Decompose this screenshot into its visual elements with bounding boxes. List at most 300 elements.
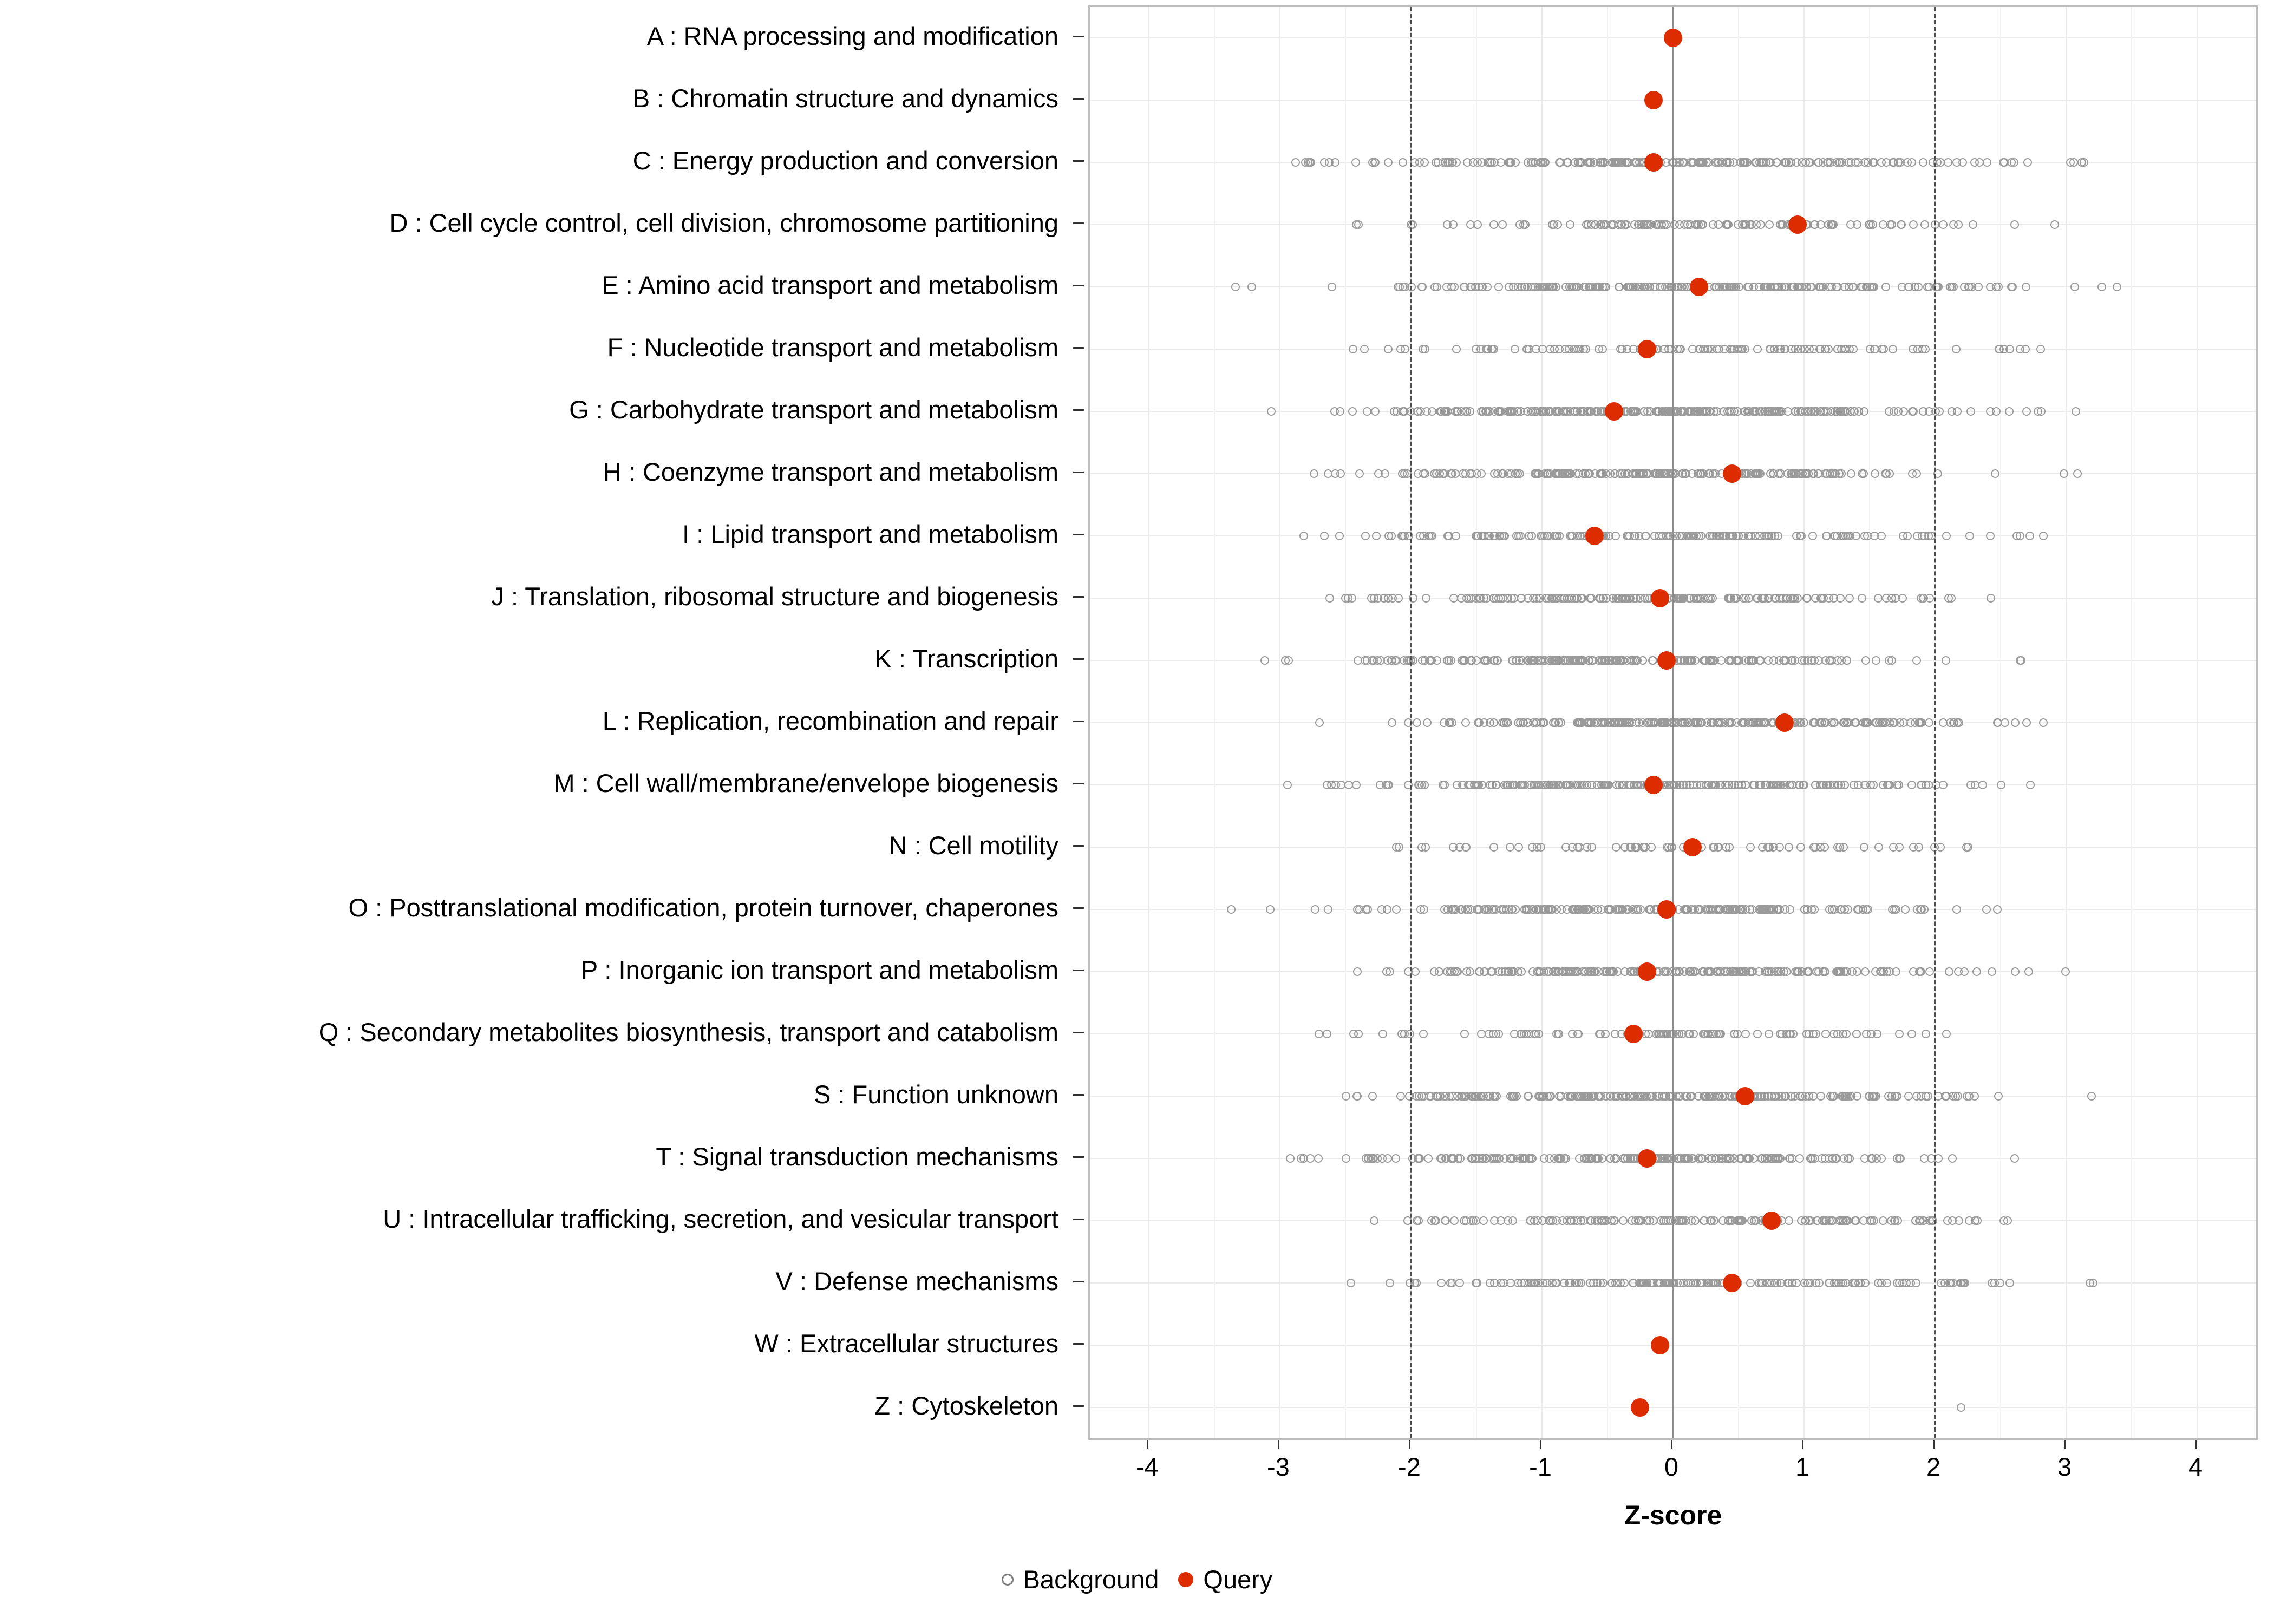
category-label: B : Chromatin structure and dynamics — [632, 84, 1058, 113]
background-point — [1805, 345, 1814, 353]
background-point — [1887, 656, 1896, 665]
background-point — [2011, 718, 2020, 727]
background-point — [1353, 967, 1362, 976]
background-point — [1965, 532, 1974, 540]
background-point — [1693, 220, 1701, 229]
zero-line — [1672, 7, 1674, 1438]
background-point — [1816, 843, 1825, 852]
x-tick-mark — [2064, 1440, 2066, 1449]
y-tick-mark — [1073, 98, 1084, 100]
category-label: S : Function unknown — [814, 1079, 1058, 1109]
background-point — [1994, 1092, 2003, 1101]
background-point — [1489, 1154, 1498, 1163]
background-point — [2070, 283, 2079, 291]
y-tick-mark — [1073, 907, 1084, 909]
background-point — [1419, 1030, 1428, 1038]
query-point — [1690, 278, 1708, 296]
background-point — [1818, 1216, 1827, 1225]
background-point — [1467, 469, 1476, 478]
background-point — [1889, 345, 1897, 353]
background-point — [1925, 967, 1934, 976]
background-point — [1711, 1279, 1720, 1287]
background-point — [1489, 843, 1498, 852]
background-point — [1384, 345, 1393, 353]
background-point — [1832, 967, 1841, 976]
background-point — [1328, 283, 1336, 291]
background-point — [1638, 656, 1647, 665]
background-point — [1932, 781, 1940, 789]
category-label: H : Coenzyme transport and metabolism — [603, 457, 1058, 487]
background-point — [1808, 532, 1817, 540]
background-point — [1519, 1154, 1528, 1163]
background-point — [1629, 345, 1638, 353]
background-point — [1372, 532, 1381, 540]
background-point — [1796, 843, 1805, 852]
background-point — [1342, 1092, 1350, 1101]
background-point — [1531, 1279, 1539, 1287]
background-point — [1658, 1154, 1667, 1163]
background-point — [1473, 905, 1482, 914]
query-point — [1638, 1149, 1656, 1168]
background-point — [1355, 905, 1364, 914]
background-point — [1765, 220, 1774, 229]
background-point — [1688, 469, 1696, 478]
background-point — [1971, 1216, 1979, 1225]
background-point — [1569, 905, 1578, 914]
background-point — [1399, 532, 1407, 540]
background-point — [1618, 656, 1627, 665]
background-point — [1675, 1092, 1683, 1101]
background-point — [1545, 1092, 1554, 1101]
background-point — [1448, 1279, 1456, 1287]
background-point — [1879, 345, 1888, 353]
x-axis — [1088, 1440, 2258, 1505]
category-label: F : Nucleotide transport and metabolism — [607, 333, 1058, 362]
category-label: W : Extracellular structures — [754, 1328, 1058, 1358]
background-point — [1286, 1154, 1295, 1163]
background-point — [1872, 718, 1881, 727]
background-point — [1608, 1279, 1616, 1287]
background-point — [1674, 594, 1682, 603]
query-point — [1775, 713, 1794, 732]
background-point — [2003, 1216, 2012, 1225]
background-point — [1964, 843, 1972, 852]
background-point — [1792, 158, 1801, 167]
background-point — [1592, 407, 1601, 416]
background-point — [2022, 283, 2030, 291]
background-point — [2026, 781, 2035, 789]
background-point — [1782, 967, 1791, 976]
background-point — [1570, 656, 1578, 665]
background-point — [1883, 1279, 1891, 1287]
background-point — [1533, 469, 1542, 478]
vertical-gridline — [1148, 7, 1149, 1438]
background-point — [1323, 1030, 1331, 1038]
background-point — [1986, 532, 1995, 540]
background-point — [1517, 1030, 1526, 1038]
background-point — [1691, 718, 1700, 727]
background-point — [1737, 345, 1746, 353]
category-label: K : Transcription — [874, 644, 1058, 673]
background-point — [1458, 1092, 1467, 1101]
background-point — [1749, 781, 1757, 789]
background-point — [1352, 781, 1361, 789]
background-point — [1803, 594, 1812, 603]
background-point — [1382, 967, 1391, 976]
category-label: Z : Cytoskeleton — [874, 1391, 1058, 1420]
background-point — [1452, 345, 1461, 353]
background-point — [1422, 594, 1430, 603]
background-point — [1550, 220, 1558, 229]
query-point — [1644, 91, 1663, 109]
background-point — [1963, 1092, 1971, 1101]
background-point — [1367, 594, 1376, 603]
background-point — [1952, 158, 1961, 167]
background-point — [1895, 1030, 1904, 1038]
background-point — [1842, 1030, 1851, 1038]
plot-panel — [1088, 5, 2258, 1440]
background-point — [1685, 1030, 1694, 1038]
vertical-gridline-minor — [2131, 7, 2132, 1438]
background-point — [1853, 220, 1861, 229]
background-point — [1630, 158, 1639, 167]
background-point — [1490, 1216, 1499, 1225]
background-point — [1707, 656, 1716, 665]
background-point — [1348, 407, 1357, 416]
background-point — [1727, 594, 1735, 603]
y-tick-mark — [1073, 36, 1084, 37]
category-label: U : Intracellular trafficking, secretion, and vesicular transport — [383, 1204, 1058, 1233]
background-point — [1997, 781, 2005, 789]
background-point — [1891, 1216, 1899, 1225]
background-point — [1797, 1216, 1806, 1225]
background-point — [1515, 469, 1524, 478]
background-point — [1550, 345, 1559, 353]
background-point — [1756, 781, 1765, 789]
x-tick-mark — [1540, 1440, 1541, 1449]
background-point — [1455, 1279, 1464, 1287]
background-point — [1488, 781, 1497, 789]
background-point — [1879, 220, 1887, 229]
background-point — [1354, 656, 1362, 665]
query-point — [1657, 651, 1676, 670]
background-point — [1260, 656, 1269, 665]
background-point — [1851, 1216, 1859, 1225]
background-point — [1609, 220, 1618, 229]
background-point — [2087, 1092, 2096, 1101]
background-point — [1983, 158, 1991, 167]
background-point — [1785, 843, 1793, 852]
background-point — [1533, 967, 1541, 976]
background-point — [1388, 718, 1396, 727]
background-point — [1467, 1154, 1476, 1163]
background-point — [1551, 718, 1560, 727]
background-point — [1765, 843, 1774, 852]
y-tick-mark — [1073, 1281, 1084, 1282]
query-point — [1651, 589, 1669, 607]
query-point — [1651, 1336, 1669, 1354]
x-tick-label: 3 — [2057, 1452, 2072, 1481]
background-point — [1753, 1030, 1762, 1038]
background-point — [2039, 532, 2048, 540]
background-point — [1420, 158, 1429, 167]
background-point — [1849, 345, 1858, 353]
background-point — [2024, 967, 2033, 976]
background-point — [1560, 1279, 1569, 1287]
background-point — [2022, 718, 2031, 727]
background-point — [1360, 345, 1369, 353]
background-point — [1788, 656, 1796, 665]
query-point — [1788, 215, 1807, 234]
background-point — [1530, 656, 1539, 665]
background-point — [1506, 843, 1514, 852]
background-point — [1635, 532, 1643, 540]
background-point — [1436, 1092, 1445, 1101]
x-tick-mark — [1409, 1440, 1410, 1449]
background-point — [1952, 345, 1961, 353]
background-point — [1247, 283, 1256, 291]
background-point — [2010, 1154, 2019, 1163]
background-point — [1741, 1030, 1750, 1038]
background-point — [1324, 905, 1332, 914]
background-point — [1970, 1092, 1979, 1101]
background-point — [1701, 1030, 1710, 1038]
background-point — [1805, 1030, 1813, 1038]
background-point — [1724, 905, 1733, 914]
background-point — [1483, 283, 1492, 291]
y-tick-mark — [1073, 1156, 1084, 1158]
background-point — [1877, 1154, 1886, 1163]
query-point — [1638, 962, 1656, 981]
background-point — [1859, 469, 1868, 478]
background-point — [1597, 1216, 1606, 1225]
background-point — [1524, 1092, 1533, 1101]
background-point — [1479, 1092, 1488, 1101]
background-point — [1445, 656, 1453, 665]
background-point — [1616, 345, 1625, 353]
y-tick-mark — [1073, 596, 1084, 598]
background-point — [1414, 1216, 1423, 1225]
background-point — [1901, 905, 1910, 914]
background-point — [1548, 1216, 1557, 1225]
background-point — [1466, 967, 1474, 976]
background-point — [1423, 718, 1432, 727]
background-point — [1543, 967, 1552, 976]
background-point — [1495, 407, 1504, 416]
background-point — [1378, 1030, 1387, 1038]
background-point — [2080, 158, 2088, 167]
background-point — [1661, 718, 1669, 727]
background-point — [1851, 1279, 1860, 1287]
background-point — [1476, 594, 1485, 603]
background-point — [1430, 1216, 1439, 1225]
background-point — [1347, 1279, 1355, 1287]
background-point — [1746, 1279, 1755, 1287]
background-point — [1890, 407, 1898, 416]
background-point — [1972, 967, 1981, 976]
background-point — [1283, 781, 1292, 789]
background-point — [1612, 843, 1620, 852]
background-point — [1480, 718, 1488, 727]
background-point — [1527, 532, 1536, 540]
background-point — [1687, 1216, 1696, 1225]
background-point — [1676, 345, 1685, 353]
background-point — [1373, 656, 1382, 665]
query-point — [1762, 1212, 1781, 1230]
background-point — [1547, 905, 1556, 914]
background-point — [1578, 1092, 1587, 1101]
background-point — [1800, 1279, 1809, 1287]
background-point — [1719, 532, 1728, 540]
background-point — [1306, 1154, 1315, 1163]
background-point — [1982, 905, 1991, 914]
background-point — [1517, 1279, 1526, 1287]
background-point — [1955, 1216, 1963, 1225]
background-point — [1479, 407, 1487, 416]
background-point — [1437, 1279, 1446, 1287]
background-point — [1344, 781, 1353, 789]
category-label: T : Signal transduction mechanisms — [656, 1142, 1058, 1171]
background-point — [1297, 1154, 1305, 1163]
background-point — [1510, 1092, 1519, 1101]
background-point — [1860, 843, 1868, 852]
y-tick-mark — [1073, 409, 1084, 411]
background-point — [2025, 532, 2034, 540]
background-point — [1836, 905, 1845, 914]
background-point — [1568, 1092, 1577, 1101]
background-point — [1954, 220, 1963, 229]
background-point — [1943, 1216, 1952, 1225]
legend-label-query: Query — [1203, 1565, 1273, 1594]
background-point — [1764, 905, 1773, 914]
background-point — [1806, 158, 1814, 167]
legend — [0, 1564, 2274, 1594]
y-tick-mark — [1073, 534, 1084, 535]
background-point — [1538, 345, 1547, 353]
x-axis-title: Z-score — [1624, 1500, 1722, 1530]
background-point — [1987, 594, 1995, 603]
background-point — [2005, 345, 2014, 353]
background-point — [1807, 656, 1816, 665]
background-point — [1635, 1279, 1644, 1287]
background-point — [1461, 718, 1470, 727]
background-point — [1498, 220, 1507, 229]
background-point — [1902, 1279, 1911, 1287]
background-point — [1696, 1279, 1704, 1287]
query-point — [1631, 1398, 1649, 1417]
background-point — [1859, 1216, 1868, 1225]
background-point — [1477, 469, 1486, 478]
background-point — [1509, 283, 1518, 291]
background-point — [1786, 1154, 1794, 1163]
category-label: J : Translation, ribosomal structure and biogenesis — [491, 582, 1058, 611]
background-point — [2036, 345, 2045, 353]
background-point — [1497, 158, 1505, 167]
x-tick-label: -4 — [1136, 1452, 1159, 1481]
threshold-line — [1410, 7, 1412, 1438]
category-label: I : Lipid transport and metabolism — [682, 520, 1058, 549]
background-point — [1861, 656, 1870, 665]
background-point — [1868, 1092, 1877, 1101]
category-label: N : Cell motility — [888, 830, 1058, 860]
background-point — [1378, 1154, 1387, 1163]
background-point — [1845, 594, 1854, 603]
background-point — [1988, 967, 1996, 976]
background-point — [1447, 283, 1456, 291]
background-point — [2072, 407, 2080, 416]
background-point — [1679, 1279, 1688, 1287]
background-point — [1424, 1154, 1433, 1163]
background-point — [1284, 656, 1293, 665]
background-point — [1819, 781, 1828, 789]
background-point — [1885, 469, 1894, 478]
background-point — [1472, 345, 1480, 353]
background-point — [1795, 1154, 1804, 1163]
category-label: P : Inorganic ion transport and metabolism — [580, 955, 1058, 984]
background-point — [1684, 1154, 1693, 1163]
background-point — [1826, 1092, 1835, 1101]
background-point — [1917, 905, 1926, 914]
background-point — [1349, 1030, 1358, 1038]
background-point — [1821, 1030, 1830, 1038]
background-point — [1376, 781, 1384, 789]
background-point — [1605, 967, 1614, 976]
background-point — [1806, 1154, 1815, 1163]
background-point — [1937, 1279, 1945, 1287]
background-point — [1452, 158, 1461, 167]
background-point — [1578, 594, 1586, 603]
background-point — [1811, 781, 1820, 789]
category-label: C : Energy production and conversion — [632, 146, 1058, 175]
background-point — [1574, 1030, 1583, 1038]
background-point — [1566, 220, 1574, 229]
background-point — [1991, 469, 1999, 478]
background-point — [1786, 905, 1794, 914]
background-point — [1953, 1092, 1962, 1101]
background-point — [1543, 469, 1551, 478]
background-point — [1306, 158, 1315, 167]
background-point — [1724, 656, 1733, 665]
background-point — [1816, 220, 1825, 229]
background-point — [2089, 1279, 2097, 1287]
background-point — [1788, 1279, 1796, 1287]
background-point — [1310, 469, 1318, 478]
background-point — [1728, 1216, 1736, 1225]
background-point — [1587, 843, 1596, 852]
background-point — [1511, 345, 1519, 353]
x-tick-label: -1 — [1529, 1452, 1552, 1481]
background-point — [1648, 656, 1657, 665]
x-tick-mark — [1933, 1440, 1935, 1449]
background-point — [1543, 781, 1552, 789]
background-point — [1525, 905, 1533, 914]
y-tick-mark — [1073, 845, 1084, 847]
background-point — [1480, 656, 1489, 665]
background-point — [1832, 1279, 1841, 1287]
query-point — [1644, 776, 1663, 794]
vertical-gridline — [2197, 7, 2198, 1438]
background-point — [1466, 220, 1475, 229]
background-point — [1852, 1030, 1861, 1038]
category-label: E : Amino acid transport and metabolism — [602, 271, 1058, 300]
background-point — [1472, 532, 1481, 540]
background-point — [1847, 469, 1855, 478]
y-tick-mark — [1073, 1094, 1084, 1096]
category-axis-labels — [0, 0, 1075, 1440]
x-tick-mark — [1278, 1440, 1279, 1449]
background-point — [1912, 1092, 1921, 1101]
background-point — [2050, 220, 2059, 229]
